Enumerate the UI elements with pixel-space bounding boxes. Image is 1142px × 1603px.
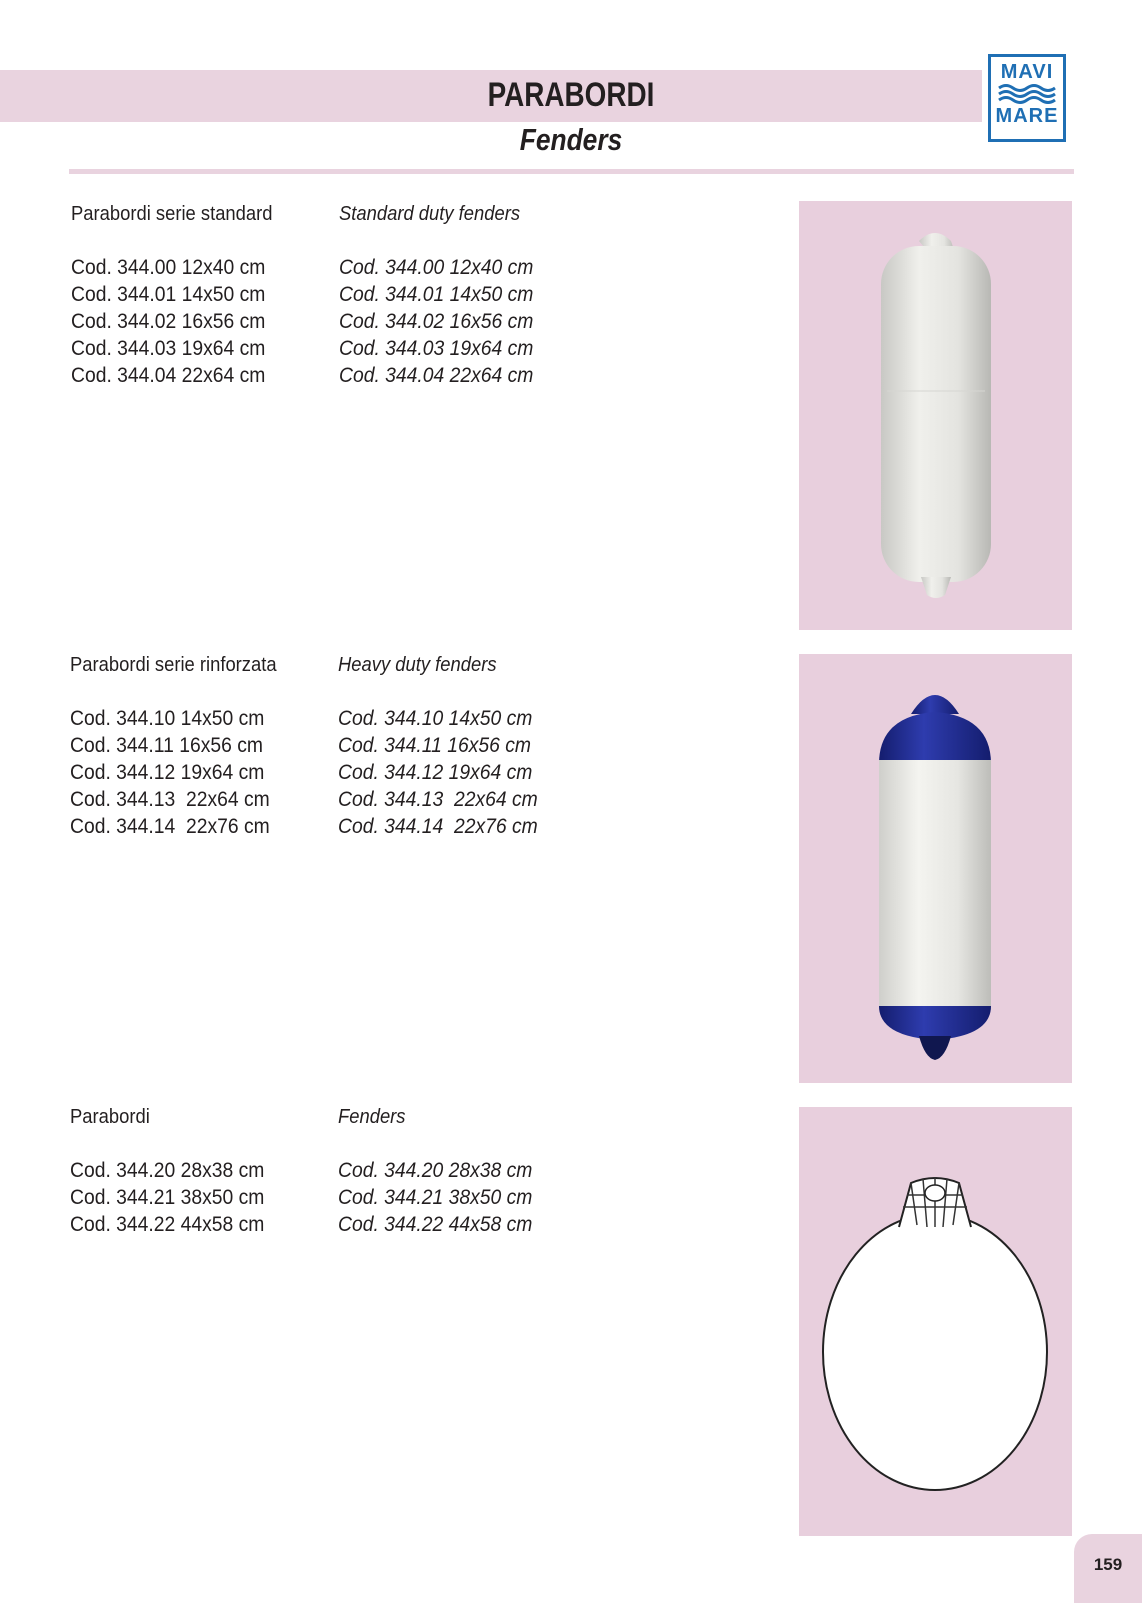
code-row: Cod. 344.10 14x50 cm: [70, 707, 265, 730]
header-rule: [69, 169, 1074, 174]
code-row: Cod. 344.02 16x56 cm: [71, 310, 266, 333]
section-heavy-it: [70, 652, 277, 840]
code-row: Cod. 344.22 44x58 cm: [338, 1213, 533, 1236]
code-row: Cod. 344.13 22x64 cm: [338, 788, 538, 811]
section-heading: Standard duty fenders: [339, 203, 521, 225]
code-row: Cod. 344.12 19x64 cm: [338, 761, 533, 784]
code-row: Cod. 344.00 12x40 cm: [339, 256, 534, 279]
section-heading: Heavy duty fenders: [338, 654, 497, 676]
code-row: Cod. 344.03 19x64 cm: [71, 337, 266, 360]
code-row: Cod. 344.01 14x50 cm: [71, 283, 266, 306]
page-subtitle: Fenders: [519, 122, 623, 157]
code-row: Cod. 344.00 12x40 cm: [71, 256, 266, 279]
page-title: PARABORDI: [487, 76, 655, 114]
code-row: Cod. 344.10 14x50 cm: [338, 707, 533, 730]
section-heading: Parabordi: [70, 1106, 150, 1128]
code-row: Cod. 344.11 16x56 cm: [338, 734, 531, 757]
code-row: Cod. 344.11 16x56 cm: [70, 734, 263, 757]
code-row: Cod. 344.14 22x76 cm: [338, 815, 538, 838]
code-row: Cod. 344.14 22x76 cm: [70, 815, 270, 838]
waves-icon: [997, 83, 1057, 105]
photo-round-fender: [799, 1107, 1072, 1536]
blue-white-fender-image: [799, 654, 1072, 1083]
section-heading: Fenders: [338, 1106, 406, 1128]
white-fender-image: [799, 201, 1072, 630]
section-standard-en: [339, 201, 533, 389]
photo-heavy-fender: [799, 654, 1072, 1083]
code-row: Cod. 344.04 22x64 cm: [71, 364, 266, 387]
code-row: Cod. 344.13 22x64 cm: [70, 788, 270, 811]
code-row: Cod. 344.21 38x50 cm: [70, 1186, 265, 1209]
code-row: Cod. 344.04 22x64 cm: [339, 364, 534, 387]
section-heavy-en: [338, 652, 538, 840]
section-ball-en: [338, 1104, 532, 1238]
section-standard-it: [71, 201, 272, 389]
code-row: Cod. 344.03 19x64 cm: [339, 337, 534, 360]
code-row: Cod. 344.20 28x38 cm: [70, 1159, 265, 1182]
code-row: Cod. 344.21 38x50 cm: [338, 1186, 533, 1209]
code-row: Cod. 344.02 16x56 cm: [339, 310, 534, 333]
page-number: 159: [1074, 1534, 1142, 1603]
logo-word-bottom: MARE: [995, 105, 1059, 127]
code-row: Cod. 344.12 19x64 cm: [70, 761, 265, 784]
code-row: Cod. 344.22 44x58 cm: [70, 1213, 265, 1236]
section-heading: Parabordi serie rinforzata: [70, 654, 277, 676]
section-heading: Parabordi serie standard: [71, 203, 273, 225]
section-ball-it: [70, 1104, 264, 1238]
logo-word-top: MAVI: [1000, 61, 1054, 83]
mavimare-logo: [988, 54, 1066, 142]
code-row: Cod. 344.01 14x50 cm: [339, 283, 534, 306]
code-row: Cod. 344.20 28x38 cm: [338, 1159, 533, 1182]
photo-standard-fender: [799, 201, 1072, 630]
round-fender-drawing: [799, 1107, 1072, 1536]
